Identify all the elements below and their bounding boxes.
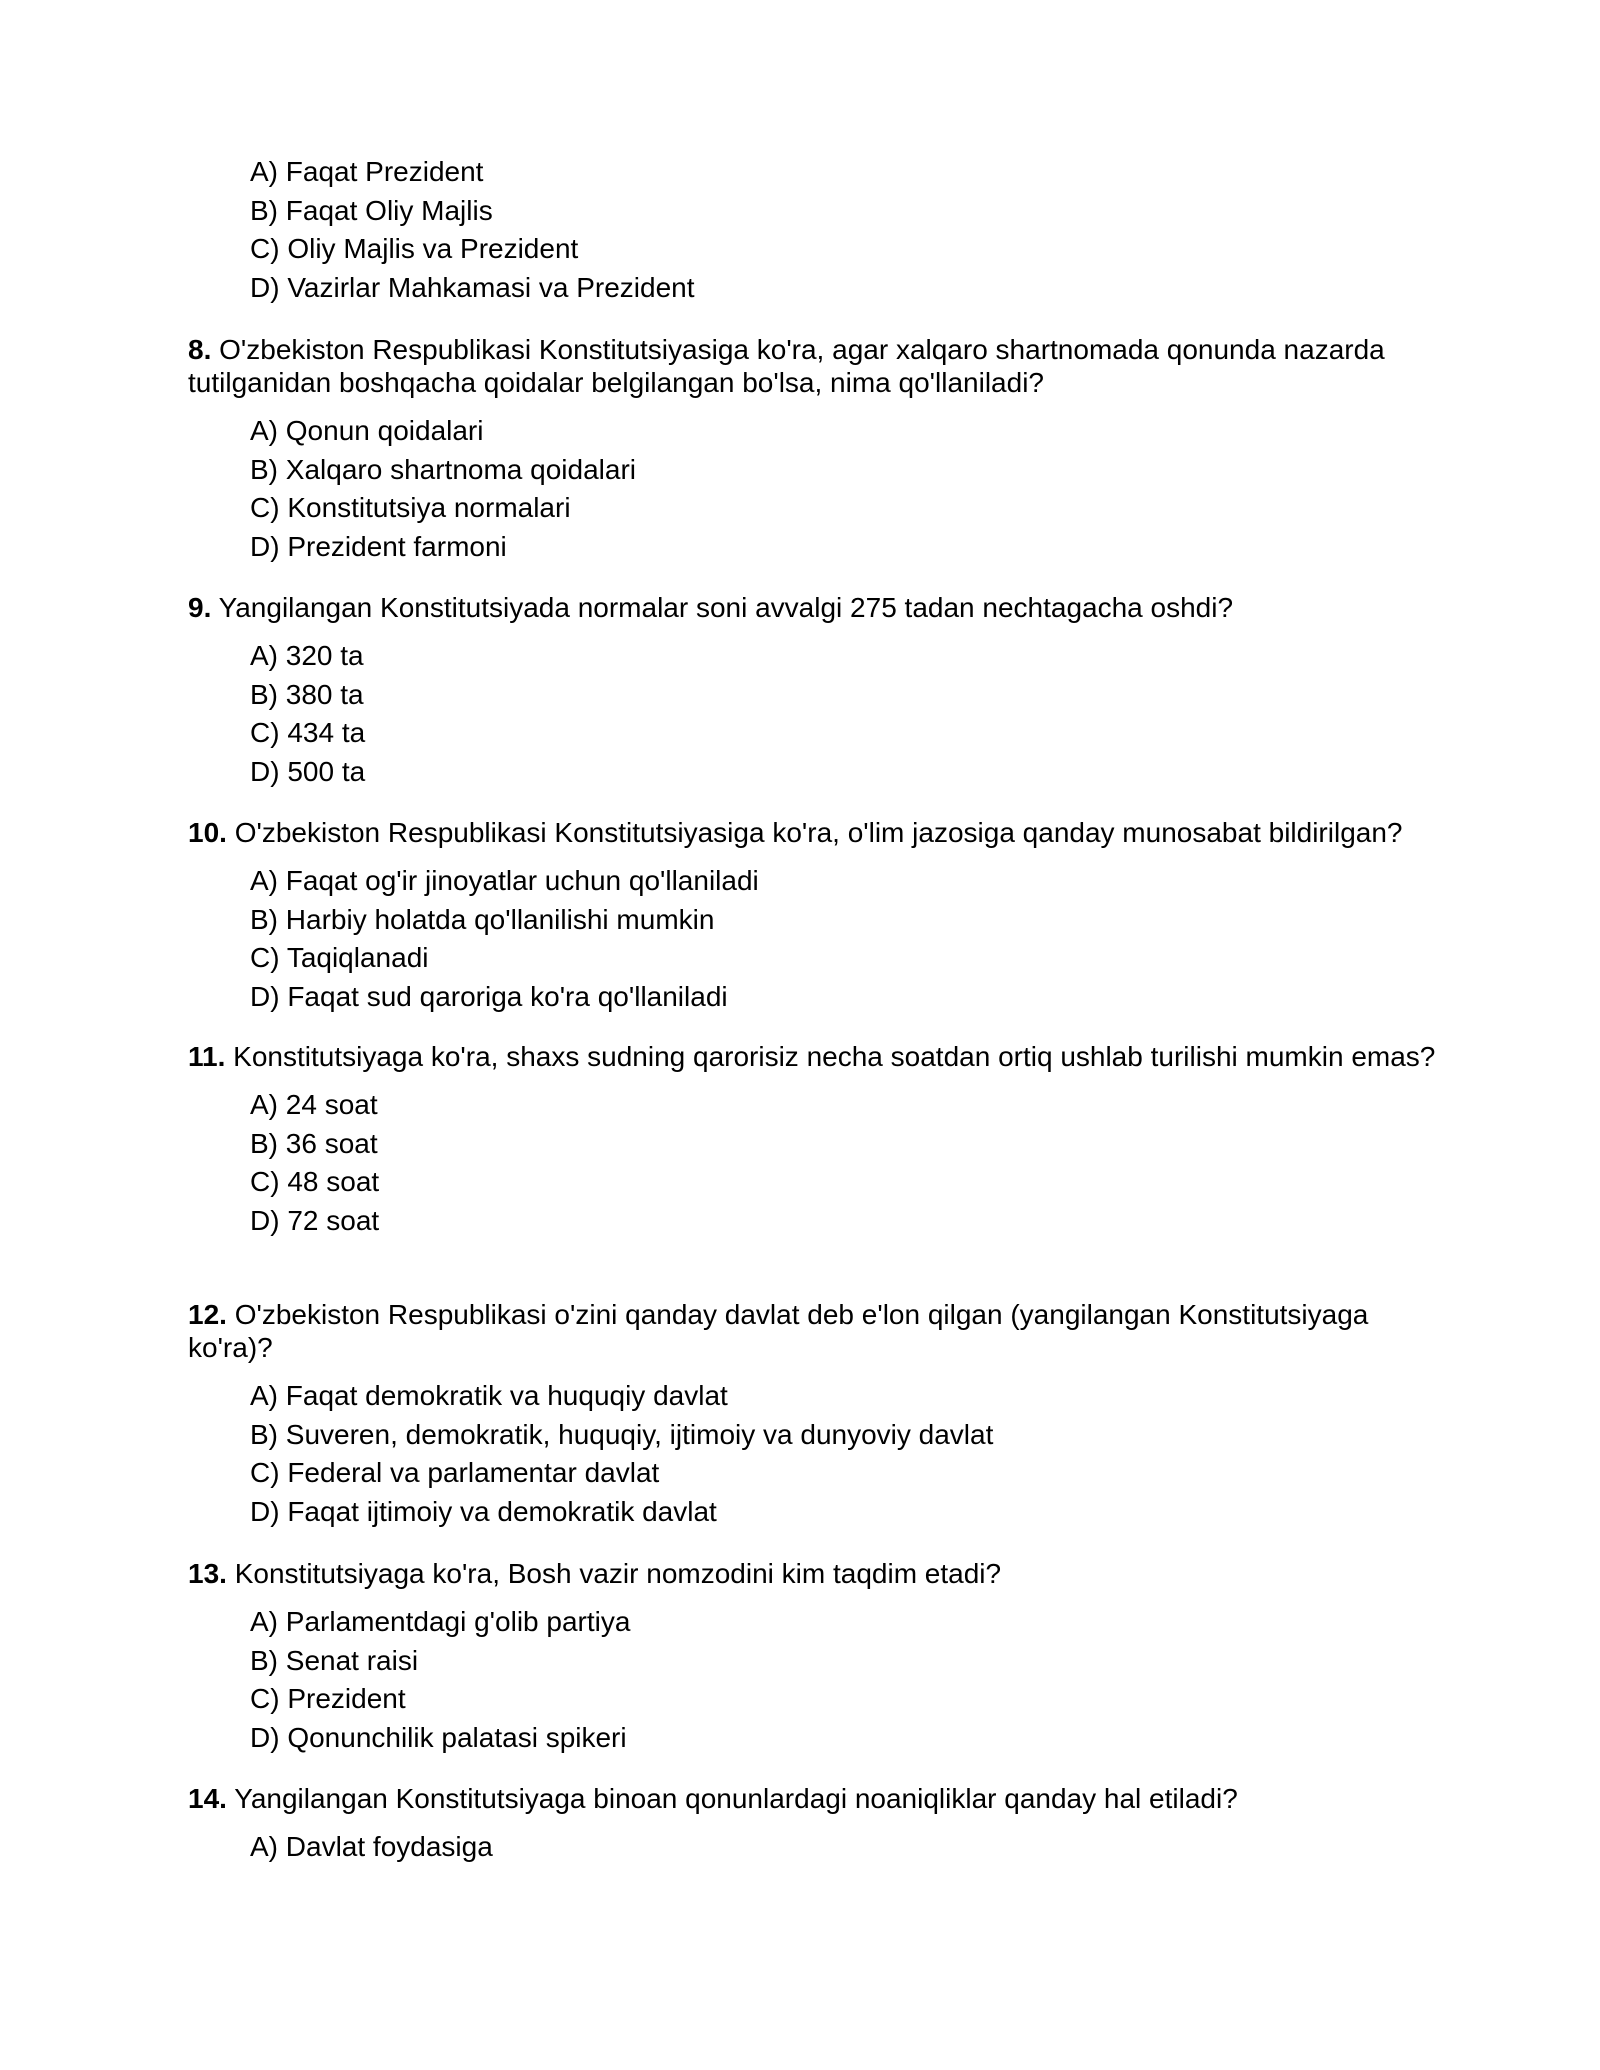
- question-11: [188, 1040, 1448, 1240]
- question-10: [188, 816, 1448, 1016]
- question-body: Yangilangan Konstitutsiyada normalar soni avvalgi 275 tadan nechtagacha oshdi?: [218, 592, 1234, 623]
- option-b: B) Harbiy holatda qo'llanilishi mumkin: [250, 903, 715, 935]
- option-a: A) Faqat demokratik va huquqiy davlat: [250, 1380, 728, 1411]
- option-b: B) Senat raisi: [250, 1644, 419, 1676]
- question-body: Konstitutsiyaga ko'ra, shaxs sudning qarorisiz necha soatdan ortiq ushlab turilishi mumkin emas?: [233, 1041, 1436, 1072]
- option-c: C) Oliy Majlis va Prezident: [250, 233, 579, 264]
- question-text: [188, 816, 1448, 849]
- option-a: A) Davlat foydasiga: [250, 1831, 493, 1862]
- question-number: 11.: [188, 1041, 226, 1072]
- question-text: [188, 333, 1448, 399]
- option-list: [188, 637, 1448, 791]
- question-body: Yangilangan Konstitutsiyaga binoan qonunlardagi noaniqliklar qanday hal etiladi?: [234, 1783, 1238, 1814]
- option-d: D) 72 soat: [250, 1204, 380, 1236]
- question-number: 14.: [188, 1783, 227, 1814]
- question-text: [188, 1557, 1448, 1590]
- option-a: A) 24 soat: [250, 1089, 378, 1120]
- question-9: [188, 591, 1448, 791]
- option-b: B) Faqat Oliy Majlis: [250, 194, 493, 226]
- question-13: [188, 1557, 1448, 1757]
- question-body: O'zbekiston Respublikasi Konstitutsiyasiga ko'ra, o'lim jazosiga qanday munosabat bildirilgan?: [234, 817, 1403, 848]
- option-a: A) Faqat Prezident: [250, 156, 484, 187]
- option-d: D) Faqat sud qaroriga ko'ra qo'llaniladi: [250, 980, 728, 1012]
- question-text: [188, 1298, 1448, 1364]
- question-7-options: [250, 153, 695, 307]
- question-body: Konstitutsiyaga ko'ra, Bosh vazir nomzodini kim taqdim etadi?: [234, 1558, 1002, 1589]
- option-b: B) Xalqaro shartnoma qoidalari: [250, 453, 636, 485]
- option-b: B) 380 ta: [250, 678, 364, 710]
- question-8: [188, 333, 1448, 566]
- option-d: D) Qonunchilik palatasi spikeri: [250, 1721, 627, 1753]
- option-d: D) 500 ta: [250, 755, 366, 787]
- question-number: 12.: [188, 1299, 227, 1330]
- option-list: [188, 1086, 1448, 1240]
- option-c: C) Federal va parlamentar davlat: [250, 1457, 660, 1488]
- question-body: O'zbekiston Respublikasi Konstitutsiyasiga ko'ra, agar xalqaro shartnomada qonunda nazarda tutilganidan boshqacha qoidalar belgilangan bo'lsa, nima qo'llaniladi?: [188, 334, 1385, 398]
- option-a: A) Faqat og'ir jinoyatlar uchun qo'llaniladi: [250, 865, 759, 896]
- option-list: [188, 412, 1448, 566]
- option-b: B) Suveren, demokratik, huquqiy, ijtimoiy va dunyoviy davlat: [250, 1418, 994, 1450]
- question-text: [188, 591, 1448, 624]
- option-b: B) 36 soat: [250, 1127, 378, 1159]
- question-number: 8.: [188, 334, 212, 365]
- option-d: D) Faqat ijtimoiy va demokratik davlat: [250, 1495, 717, 1527]
- option-list: [188, 1603, 1448, 1757]
- option-a: A) Parlamentdagi g'olib partiya: [250, 1606, 631, 1637]
- option-c: C) Taqiqlanadi: [250, 942, 429, 973]
- question-12: [188, 1298, 1448, 1531]
- option-c: C) Prezident: [250, 1683, 406, 1714]
- option-c: C) Konstitutsiya normalari: [250, 492, 571, 523]
- question-14: [188, 1782, 1448, 1867]
- question-number: 10.: [188, 817, 227, 848]
- option-a: A) 320 ta: [250, 640, 364, 671]
- option-list: [250, 153, 695, 307]
- option-list: [188, 862, 1448, 1016]
- option-c: C) 434 ta: [250, 717, 366, 748]
- question-body: O'zbekiston Respublikasi o'zini qanday davlat deb e'lon qilgan (yangilangan Konstitutsiyaga ko'ra)?: [188, 1299, 1369, 1363]
- question-text: [188, 1782, 1448, 1815]
- question-number: 9.: [188, 592, 212, 623]
- question-number: 13.: [188, 1558, 227, 1589]
- option-d: D) Prezident farmoni: [250, 530, 507, 562]
- option-a: A) Qonun qoidalari: [250, 415, 484, 446]
- option-d: D) Vazirlar Mahkamasi va Prezident: [250, 271, 695, 303]
- option-list: [188, 1828, 1448, 1867]
- question-text: [188, 1040, 1448, 1073]
- option-c: C) 48 soat: [250, 1166, 380, 1197]
- option-list: [188, 1377, 1448, 1531]
